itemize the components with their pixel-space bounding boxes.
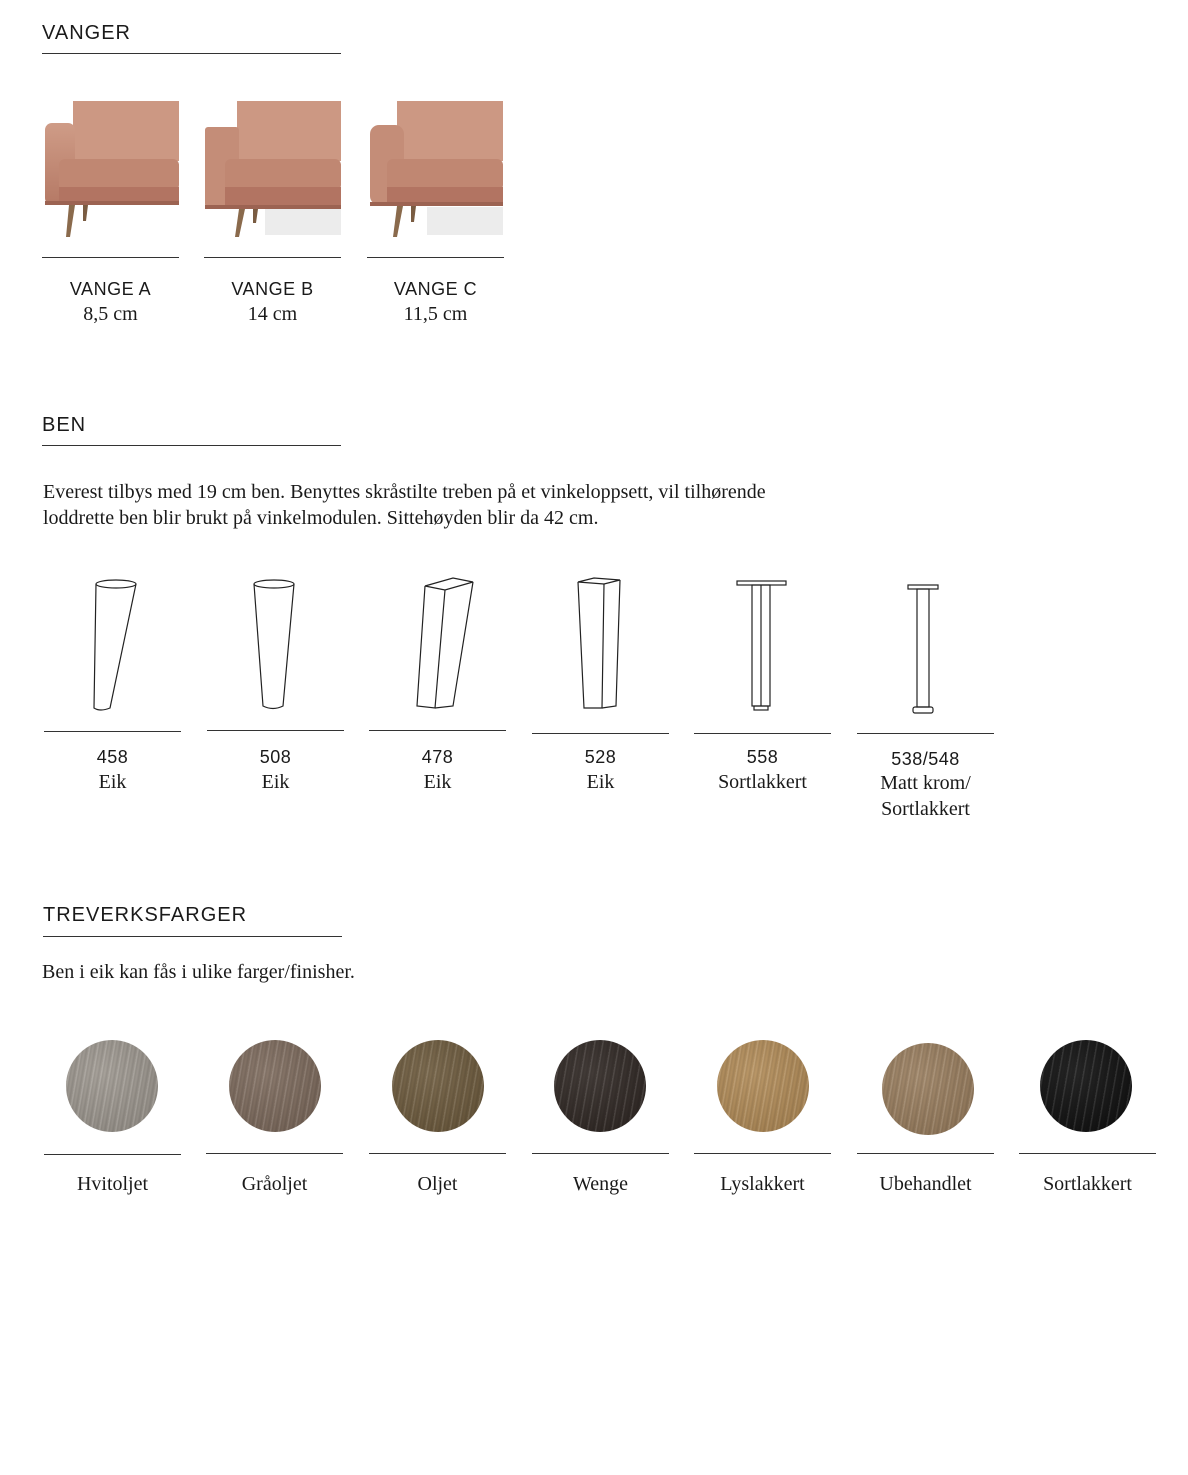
- swatch-ubehandlet: [882, 1043, 974, 1135]
- color-name: Sortlakkert: [1043, 1173, 1132, 1195]
- color-name: Wenge: [572, 1173, 629, 1195]
- leg-code: 528: [584, 747, 617, 767]
- section-rule: [42, 53, 341, 54]
- leg-code: 508: [259, 747, 292, 767]
- leg-478-illustration: [369, 572, 506, 722]
- leg-finish-line-2: Sortlakkert: [881, 798, 970, 820]
- section-title-treverksfarger: TREVERKSFARGER: [43, 904, 248, 926]
- leg-finish: Eik: [261, 771, 290, 793]
- leg-finish: Sortlakkert: [718, 771, 807, 793]
- item-rule: [44, 1154, 181, 1155]
- color-name: Oljet: [417, 1173, 458, 1195]
- color-name: Hvitoljet: [76, 1173, 149, 1195]
- item-rule: [694, 1153, 831, 1154]
- leg-finish: Eik: [98, 771, 127, 793]
- color-name: Lyslakkert: [720, 1173, 805, 1195]
- ben-description-line-1: Everest tilbys med 19 cm ben. Benyttes skråstilte treben på et vinkeloppsett, vil tilhørende: [43, 481, 766, 503]
- item-rule: [44, 731, 181, 732]
- vange-value: 11,5 cm: [403, 303, 468, 325]
- section-rule: [42, 445, 341, 446]
- leg-528-illustration: [532, 572, 669, 722]
- ben-description-line-2: loddrette ben blir brukt på vinkelmodulen. Sittehøyden blir da 42 cm.: [43, 507, 599, 529]
- item-rule: [532, 733, 669, 734]
- leg-code: 558: [746, 747, 779, 767]
- leg-code: 538/548: [891, 749, 960, 769]
- vange-b-image: [205, 101, 341, 238]
- item-rule: [204, 257, 341, 258]
- item-rule: [532, 1153, 669, 1154]
- leg-code: 478: [421, 747, 454, 767]
- swatch-hvitoljet: [66, 1040, 158, 1132]
- vange-value: 8,5 cm: [83, 303, 138, 325]
- item-rule: [369, 730, 506, 731]
- leg-code: 458: [96, 747, 129, 767]
- swatch-lyslakkert: [717, 1040, 809, 1132]
- leg-558-illustration: [694, 572, 831, 722]
- vange-label: VANGE C: [393, 279, 478, 299]
- leg-458-illustration: [44, 572, 181, 722]
- leg-finish: Eik: [423, 771, 452, 793]
- swatch-sortlakkert: [1040, 1040, 1132, 1132]
- leg-538-548-illustration: [857, 572, 994, 722]
- section-title-ben: BEN: [42, 414, 87, 436]
- leg-finish-line-1: Matt krom/: [880, 772, 971, 794]
- leg-finish: Eik: [586, 771, 615, 793]
- vange-value: 14 cm: [247, 303, 298, 325]
- vange-label: VANGE A: [69, 279, 152, 299]
- swatch-wenge: [554, 1040, 646, 1132]
- item-rule: [207, 730, 344, 731]
- item-rule: [367, 257, 504, 258]
- vange-c-image: [367, 101, 503, 238]
- item-rule: [206, 1153, 343, 1154]
- leg-508-illustration: [207, 572, 344, 722]
- swatch-graaoljet: [229, 1040, 321, 1132]
- vange-a-image: [43, 101, 179, 238]
- section-title-vanger: VANGER: [42, 22, 131, 44]
- item-rule: [857, 1153, 994, 1154]
- item-rule: [369, 1153, 506, 1154]
- item-rule: [1019, 1153, 1156, 1154]
- item-rule: [694, 733, 831, 734]
- item-rule: [857, 733, 994, 734]
- section-rule: [43, 936, 342, 937]
- color-name: Ubehandlet: [879, 1173, 972, 1195]
- swatch-oljet: [392, 1040, 484, 1132]
- item-rule: [42, 257, 179, 258]
- color-name: Gråoljet: [241, 1173, 308, 1195]
- treverksfarger-description: Ben i eik kan fås i ulike farger/finisher.: [42, 961, 355, 983]
- vange-label: VANGE B: [231, 279, 314, 299]
